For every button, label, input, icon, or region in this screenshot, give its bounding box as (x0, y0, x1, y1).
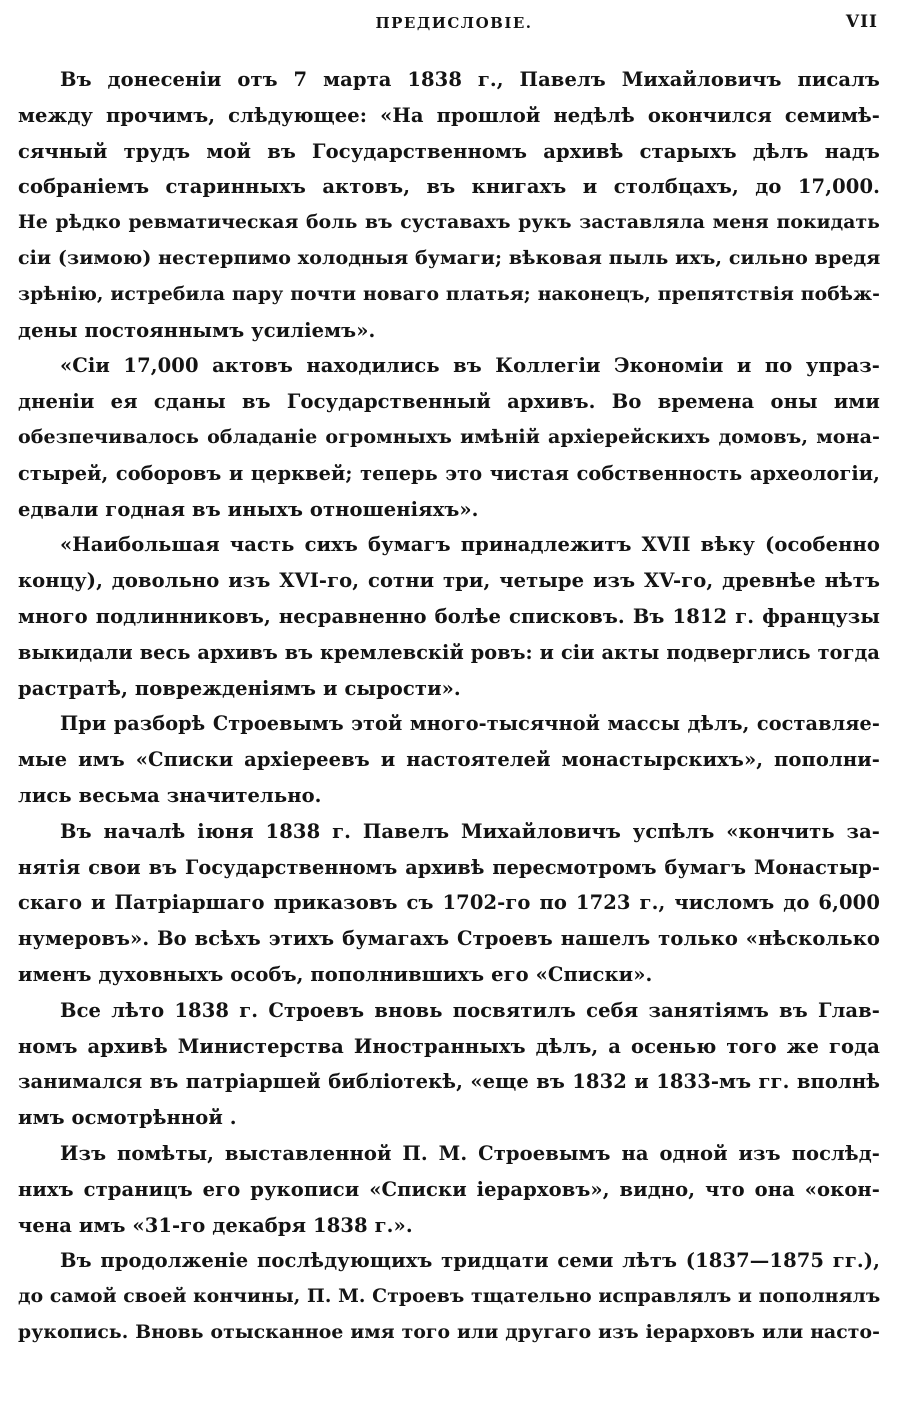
page-number: VII (845, 12, 878, 32)
text-line: «Наибольшая часть сихъ бумагъ принадлежитъ XVII вѣку (особенно (60, 533, 880, 557)
text-line: Въ началѣ іюня 1838 г. Павелъ Михайловичъ успѣлъ «кончить за- (60, 819, 880, 843)
text-line: сіи (зимою) нестерпимо холодныя бумаги; вѣковая пыль ихъ, сильно вредя (18, 246, 880, 269)
text-line: занимался въ патріаршей библіотекѣ, «еще въ 1832 и 1833-мъ гг. вполнѣ (18, 1070, 880, 1094)
text-line: обезпечивалось обладаніе огромныхъ имѣній архіерейскихъ домовъ, мона- (18, 425, 880, 448)
text-line: между прочимъ, слѣдующее: «На прошлой недѣлѣ окончился семимѣ- (18, 103, 880, 127)
text-line: При разборѣ Строевымъ этой много-тысячной массы дѣлъ, составляе- (60, 712, 880, 736)
text-line: нихъ страницъ его рукописи «Списки іерарховъ», видно, что она «окон- (18, 1177, 880, 1201)
text-line: выкидали весь архивъ въ кремлевскій ровъ: и сіи акты подверглись тогда (18, 640, 880, 664)
text-line: лись весьма значительно. (18, 783, 322, 807)
text-line: нумеровъ». Во всѣхъ этихъ бумагахъ Строевъ нашелъ только «нѣсколько (18, 927, 880, 951)
text-line: Въ донесеніи отъ 7 марта 1838 г., Павелъ Михайловичъ писалъ (60, 68, 880, 91)
text-line: Въ продолженіе послѣдующихъ тридцати семи лѣтъ (1837—1875 гг.), (60, 1249, 880, 1273)
text-line: зрѣнію, истребила пару почти новаго платья; наконецъ, препятствія побѣж- (18, 282, 880, 305)
text-line: стырей, соборовъ и церквей; теперь это чистая собственность археологіи, (18, 461, 880, 485)
text-line: дненіи ея сданы въ Государственный архивъ. Во времена оны ими (18, 390, 880, 414)
text-line: имъ осмотрѣнной . (18, 1106, 237, 1130)
text-line: собраніемъ старинныхъ актовъ, въ книгахъ и столбцахъ, до 17,000. (18, 175, 880, 199)
text-line: чена имъ «31-го декабря 1838 г.». (18, 1213, 413, 1237)
text-line: много подлинниковъ, несравненно болѣе списковъ. Въ 1812 г. французы (18, 604, 880, 628)
text-line: сячный трудъ мой въ Государственномъ архивѣ старыхъ дѣлъ надъ (18, 139, 880, 163)
text-line: «Сіи 17,000 актовъ находились въ Коллегіи Экономіи и по упраз- (60, 354, 880, 378)
text-line: скаго и Патріаршаго приказовъ съ 1702-го по 1723 г., числомъ до 6,000 (18, 891, 880, 915)
text-line: до самой своей кончины, П. М. Строевъ тщательно исправлялъ и пополнялъ (18, 1285, 880, 1308)
body-text (18, 62, 880, 1351)
text-line: концу), довольно изъ XVI-го, сотни три, четыре изъ XV-го, древнѣе нѣтъ (18, 569, 880, 593)
text-line: мые имъ «Списки архіереевъ и настоятелей монастырскихъ», пополни- (18, 748, 880, 772)
text-line: Не рѣдко ревматическая боль въ суставахъ рукъ заставляла меня покидать (18, 211, 880, 234)
text-line: растратѣ, поврежденіямъ и сырости». (18, 676, 461, 700)
text-line: Изъ помѣты, выставленной П. М. Строевымъ на одной изъ послѣд- (60, 1141, 880, 1165)
text-line: едвали годная въ иныхъ отношеніяхъ». (18, 497, 479, 521)
text-line: нятія свои въ Государственномъ архивѣ пересмотромъ бумагъ Монастыр- (18, 855, 880, 879)
text-line: номъ архивѣ Министерства Иностранныхъ дѣлъ, а осенью того же года (18, 1034, 880, 1058)
text-line: рукопись. Вновь отысканное имя того или другаго изъ іерарховъ или насто- (18, 1320, 880, 1343)
text-line: Все лѣто 1838 г. Строевъ вновь посвятилъ себя занятіямъ въ Глав- (60, 998, 880, 1022)
running-title: ПРЕДИСЛОВІЕ. (375, 14, 533, 32)
text-line: именъ духовныхъ особъ, пополнившихъ его «Списки». (18, 962, 653, 986)
text-line: дены постояннымъ усиліемъ». (18, 318, 376, 342)
